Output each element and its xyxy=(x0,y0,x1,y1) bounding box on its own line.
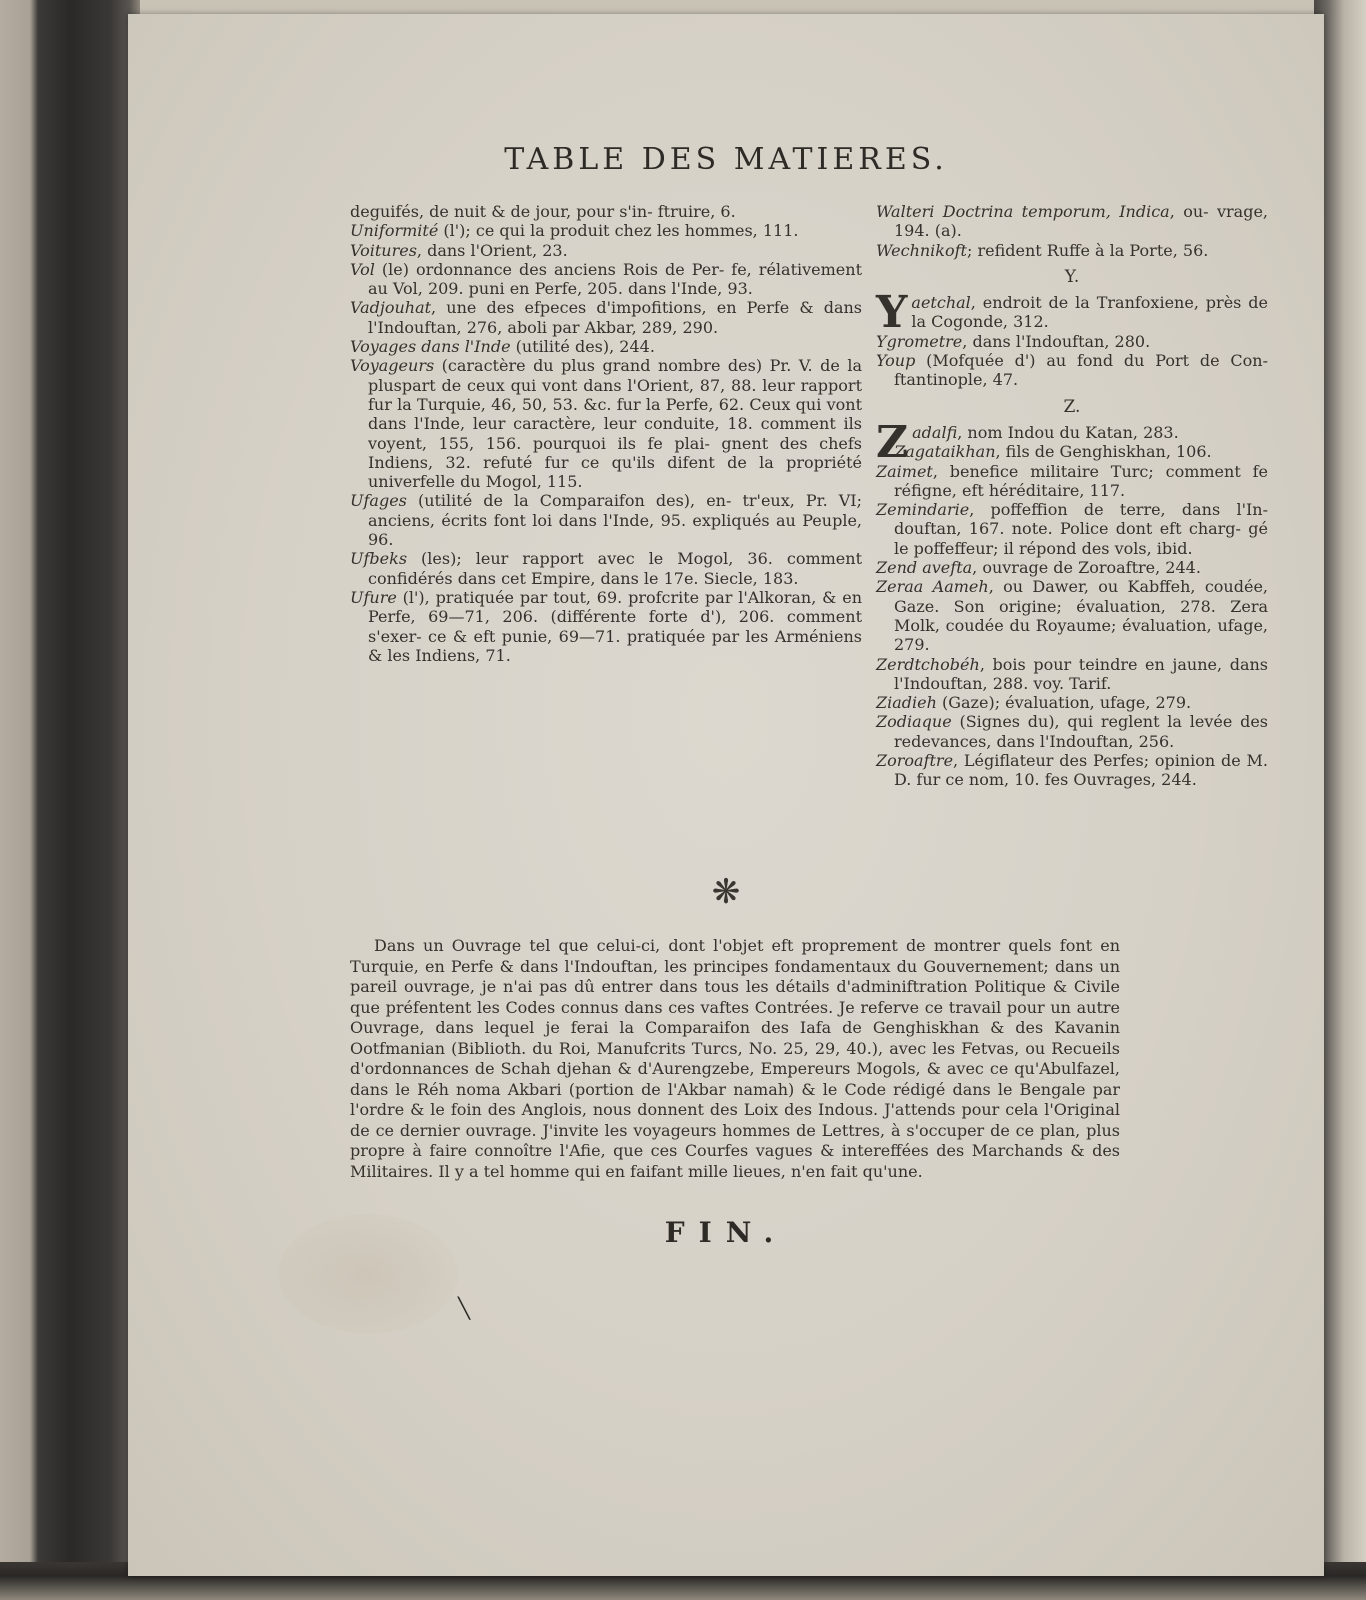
index-entry xyxy=(350,260,862,299)
entry-text: , dans l'Orient, 23. xyxy=(416,240,568,260)
entry-headword: Voitures xyxy=(350,240,417,260)
entry-headword: Vol xyxy=(350,259,375,279)
entry-text: , ouvrage de Zoroaftre, 244. xyxy=(972,558,1201,578)
entry-headword: Ufages xyxy=(350,491,407,511)
index-entry xyxy=(350,241,862,260)
entry-text: (l'), pratiquée par tout, 69. profcrite par l'Alkoran, & en Perfe, 69—71, 206. (différente forte d'), 206. comment s'exer- ce & eft punie, 69—71. pratiquée par les Arméniens & les Indiens, 71. xyxy=(368,587,862,665)
entry-text: (l'); ce qui la produit chez les hommes, 111. xyxy=(438,221,799,241)
entry-headword: Zodiaque xyxy=(876,712,952,732)
entry-text: , dans l'Indouftan, 280. xyxy=(962,331,1151,351)
index-column-left xyxy=(350,202,862,665)
entry-text: deguifés, de nuit & de jour, pour s'in- ftruire, 6. xyxy=(350,202,736,221)
entry-headword: Uniformité xyxy=(350,221,439,241)
entry-headword: Zend avefta xyxy=(876,558,973,578)
ornament-icon: ❋ xyxy=(711,872,741,912)
entry-headword: Ufbeks xyxy=(350,549,408,569)
index-entry xyxy=(876,202,1268,241)
entry-text: , une des efpeces d'impofitions, en Perfe & dans l'Indouftan, 276, aboli par Akbar, 289, 290. xyxy=(368,298,862,337)
index-column-right xyxy=(876,202,1268,790)
entry-text: (Signes du), qui reglent la levée des redevances, dans l'Indouftan, 256. xyxy=(894,712,1268,751)
index-entry xyxy=(350,221,862,240)
entry-text: , nom Indou du Katan, 283. xyxy=(957,422,1179,442)
index-section-y xyxy=(876,287,1268,390)
index-entry xyxy=(876,577,1268,654)
entry-text: , fils de Genghiskhan, 106. xyxy=(995,442,1212,462)
index-section-w xyxy=(876,202,1268,260)
entry-headword: Zeraa Aameh xyxy=(876,577,989,597)
entry-headword: Voyages dans l'Inde xyxy=(350,337,511,357)
fin-heading: FIN. xyxy=(664,1216,788,1249)
entry-text: , endroit de la Tranfoxiene, près de la Cogonde, 312. xyxy=(911,293,1268,332)
index-entry xyxy=(876,351,1268,390)
index-section-z xyxy=(876,416,1269,790)
drop-cap: Z xyxy=(876,416,909,468)
index-entry xyxy=(876,462,1268,501)
index-entry xyxy=(350,356,862,491)
entry-text: (caractère du plus grand nombre des) Pr. V. de la pluspart de ceux qui vont dans l'Orient, 87, 88. leur rapport fur la Turquie, 46, 50, 53. &c. fur la Perfe, 62. Ceux qui vont dans l'Inde, leur caractère, leur conduite, 18. comment ils voyent, 155, 156. pourquoi ils fe plai- gnent des chefs Indiens, 32. refuté fur ce qu'ils difent de la propriété univerfelle du Mogol, 115. xyxy=(368,356,862,492)
entry-text: (Gaze); évaluation, ufage, 279. xyxy=(936,693,1192,713)
entry-headword: Vadjouhat xyxy=(350,298,432,318)
index-entry xyxy=(350,491,862,549)
entry-text: (utilité de la Comparaifon des), en- tr'eux, Pr. VI; anciens, écrits font loi dans l'Inde, 95. expliqués au Peuple, 96. xyxy=(368,491,862,550)
entry-headword: Ygrometre xyxy=(876,331,963,351)
entry-headword: Zaimet xyxy=(876,461,933,481)
entry-headword: Youp xyxy=(876,351,916,371)
index-entry xyxy=(876,712,1268,751)
index-entry xyxy=(876,442,1268,461)
entry-headword: Zoroaftre xyxy=(876,751,954,771)
entry-text: , bois pour teindre en jaune, dans l'Indouftan, 288. voy. Tarif. xyxy=(894,654,1268,693)
entry-headword: Zerdtchobéh xyxy=(876,654,980,674)
entry-text: , ou Dawer, ou Kabffeh, coudée, Gaze. Son origine; évaluation, 278. Zera Molk, coudée du Royaume; évaluation, ufage, 279. xyxy=(894,577,1269,655)
index-entry xyxy=(876,693,1268,712)
page-title: TABLE DES MATIERES. xyxy=(504,142,948,177)
index-entry xyxy=(350,549,862,588)
index-entry xyxy=(876,500,1268,558)
drop-cap: Y xyxy=(876,287,908,339)
entry-headword: Wechnikoft xyxy=(876,240,967,260)
index-entry xyxy=(350,588,862,665)
letter-heading-z: Z. xyxy=(1063,396,1081,417)
entry-text: , Légiflateur des Perfes; opinion de M. D. fur ce nom, 10. fes Ouvrages, 244. xyxy=(894,751,1268,790)
entry-text: , poffeffion de terre, dans l'In- douftan, 167. note. Police dont eft charg- gé le poffeffeur; il répond des vols, ibid. xyxy=(894,500,1268,558)
index-entry xyxy=(350,298,862,337)
index-entry xyxy=(876,558,1268,577)
entry-text: (les); leur rapport avec le Mogol, 36. comment confidérés dans cet Empire, dans le 17e. Siecle, 183. xyxy=(368,549,862,588)
index-entry xyxy=(350,202,862,221)
book-page xyxy=(128,14,1324,1576)
entry-text: (le) ordonnance des anciens Rois de Per- fe, rélativement au Vol, 209. puni en Perfe, 205. dans l'Inde, 93. xyxy=(368,259,862,299)
entry-headword: Voyageurs xyxy=(350,356,435,376)
letter-heading-y: Y. xyxy=(1064,266,1080,287)
entry-text: ; refident Ruffe à la Porte, 56. xyxy=(966,240,1209,260)
entry-text: , benefice militaire Turc; comment fe réfigne, eft héréditaire, 117. xyxy=(894,461,1268,500)
entry-text: , ou- vrage, 194. (a). xyxy=(894,202,1268,241)
entry-headword: Zemindarie xyxy=(876,500,970,520)
closing-paragraph: Dans un Ouvrage tel que celui-ci, dont l'objet eft proprement de montrer quels font en Turquie, en Perfe & dans l'Indouftan, les principes fondamentaux du Gouvernement; dans un pareil ouvrage, je n'ai pas dû entrer dans tous les détails d'adminiftration Politique & Civile que préfentent les Codes connus dans ces vaftes Contrées. Je referve ce travail pour un autre Ouvrage, dans lequel je ferai la Comparaifon des Iafa de Genghiskhan & des Kavanin Ootfmanian (Biblioth. du Roi, Manufcrits Turcs, No. 25, 29, 40.), avec les Fetvas, ou Recueils d'ordonnances de Schah djehan & d'Aurengzebe, Empereurs Mogols, & avec ce qu'Abulfazel, dans le Réh noma Akbari (portion de l'Akbar namah) & le Code rédigé dans le Bengale par l'ordre & le foin des Anglois, nous donnent des Loix des Indous. J'attends pour cela l'Original de ce dernier ouvrage. J'invite les voyageurs hommes de Lettres, à s'occuper de ce plan, plus propre à faire connoître l'Afie, que ces Courfes vagues & intereffées des Marchands & des Militaires. Il y a tel homme qui en faifant mille lieues, n'en fait qu'une. xyxy=(350,936,1120,1181)
entry-headword: adalfi xyxy=(912,422,958,442)
index-entry xyxy=(876,241,1268,260)
page-mark-icon: ╲ xyxy=(458,1296,471,1320)
index-entry xyxy=(876,655,1268,694)
index-entry xyxy=(876,287,1268,339)
index-entry xyxy=(876,751,1268,790)
index-entry xyxy=(876,332,1268,351)
entry-text: (utilité des), 244. xyxy=(510,337,655,357)
entry-headword: Walteri Doctrina temporum, Indica xyxy=(876,202,1170,221)
entry-headword: Ziadieh xyxy=(876,693,937,713)
book-cover-left-edge xyxy=(0,0,140,1600)
index-entry xyxy=(350,337,862,356)
entry-headword: Zagataikhan xyxy=(894,442,996,462)
entry-headword: Ufure xyxy=(350,587,397,607)
entry-headword: aetchal xyxy=(911,293,971,313)
entry-text: (Mofquée d') au fond du Port de Con- ftantinople, 47. xyxy=(894,351,1268,390)
